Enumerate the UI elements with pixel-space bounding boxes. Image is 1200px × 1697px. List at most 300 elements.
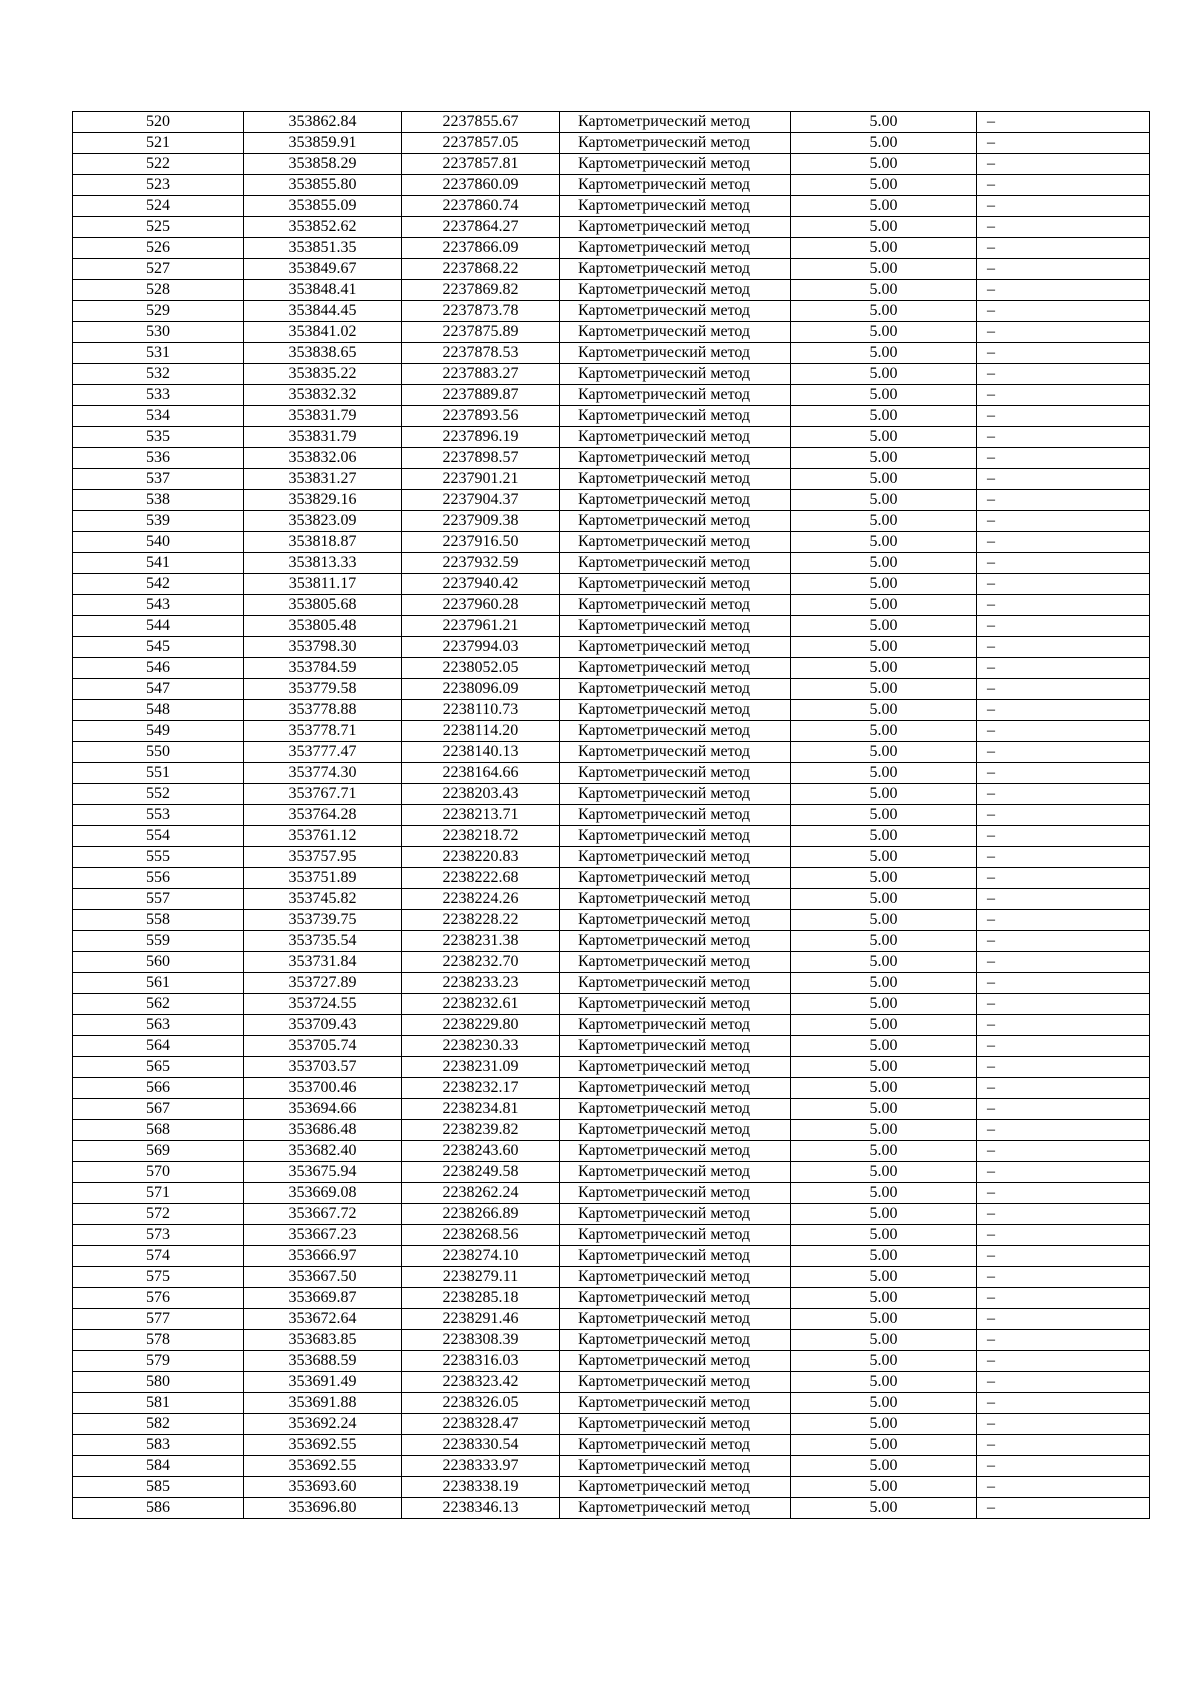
x-coordinate-cell: 353667.23: [244, 1225, 402, 1246]
accuracy-cell: 5.00: [791, 658, 977, 679]
description-cell: –: [977, 805, 1150, 826]
table-row: [73, 1246, 1150, 1267]
table-row: [73, 1414, 1150, 1435]
x-coordinate-cell: 353724.55: [244, 994, 402, 1015]
method-cell: Картометрический метод: [560, 364, 791, 385]
x-coordinate-cell: 353855.09: [244, 196, 402, 217]
point-number-cell: 563: [73, 1015, 244, 1036]
description-cell: –: [977, 1183, 1150, 1204]
table-row: [73, 1393, 1150, 1414]
x-coordinate-cell: 353852.62: [244, 217, 402, 238]
point-number-cell: 543: [73, 595, 244, 616]
point-number-cell: 530: [73, 322, 244, 343]
x-coordinate-cell: 353764.28: [244, 805, 402, 826]
accuracy-cell: 5.00: [791, 1456, 977, 1477]
method-cell: Картометрический метод: [560, 616, 791, 637]
y-coordinate-cell: 2238333.97: [402, 1456, 560, 1477]
table-row: [73, 763, 1150, 784]
point-number-cell: 520: [73, 112, 244, 133]
method-cell: Картометрический метод: [560, 1162, 791, 1183]
table-row: [73, 931, 1150, 952]
point-number-cell: 522: [73, 154, 244, 175]
y-coordinate-cell: 2238328.47: [402, 1414, 560, 1435]
method-cell: Картометрический метод: [560, 910, 791, 931]
table-row: [73, 910, 1150, 931]
y-coordinate-cell: 2237940.42: [402, 574, 560, 595]
y-coordinate-cell: 2237860.74: [402, 196, 560, 217]
point-number-cell: 555: [73, 847, 244, 868]
y-coordinate-cell: 2237898.57: [402, 448, 560, 469]
accuracy-cell: 5.00: [791, 259, 977, 280]
method-cell: Картометрический метод: [560, 154, 791, 175]
point-number-cell: 540: [73, 532, 244, 553]
y-coordinate-cell: 2237916.50: [402, 532, 560, 553]
point-number-cell: 583: [73, 1435, 244, 1456]
method-cell: Картометрический метод: [560, 1267, 791, 1288]
accuracy-cell: 5.00: [791, 1414, 977, 1435]
method-cell: Картометрический метод: [560, 280, 791, 301]
method-cell: Картометрический метод: [560, 574, 791, 595]
x-coordinate-cell: 353691.88: [244, 1393, 402, 1414]
accuracy-cell: 5.00: [791, 154, 977, 175]
accuracy-cell: 5.00: [791, 343, 977, 364]
accuracy-cell: 5.00: [791, 1330, 977, 1351]
x-coordinate-cell: 353692.24: [244, 1414, 402, 1435]
table-row: [73, 1456, 1150, 1477]
description-cell: –: [977, 490, 1150, 511]
method-cell: Картометрический метод: [560, 406, 791, 427]
description-cell: –: [977, 973, 1150, 994]
point-number-cell: 547: [73, 679, 244, 700]
y-coordinate-cell: 2238231.38: [402, 931, 560, 952]
table-row: [73, 322, 1150, 343]
method-cell: Картометрический метод: [560, 1246, 791, 1267]
accuracy-cell: 5.00: [791, 994, 977, 1015]
y-coordinate-cell: 2238330.54: [402, 1435, 560, 1456]
accuracy-cell: 5.00: [791, 1183, 977, 1204]
table-row: [73, 574, 1150, 595]
y-coordinate-cell: 2238220.83: [402, 847, 560, 868]
description-cell: –: [977, 1414, 1150, 1435]
method-cell: Картометрический метод: [560, 952, 791, 973]
x-coordinate-cell: 353831.79: [244, 427, 402, 448]
method-cell: Картометрический метод: [560, 112, 791, 133]
y-coordinate-cell: 2238346.13: [402, 1498, 560, 1519]
table-row: [73, 238, 1150, 259]
table-row: [73, 1204, 1150, 1225]
x-coordinate-cell: 353831.79: [244, 406, 402, 427]
method-cell: Картометрический метод: [560, 595, 791, 616]
y-coordinate-cell: 2238140.13: [402, 742, 560, 763]
method-cell: Картометрический метод: [560, 826, 791, 847]
point-number-cell: 565: [73, 1057, 244, 1078]
description-cell: –: [977, 1435, 1150, 1456]
y-coordinate-cell: 2237868.22: [402, 259, 560, 280]
table-row: [73, 1477, 1150, 1498]
description-cell: –: [977, 1015, 1150, 1036]
point-number-cell: 574: [73, 1246, 244, 1267]
y-coordinate-cell: 2237866.09: [402, 238, 560, 259]
point-number-cell: 578: [73, 1330, 244, 1351]
x-coordinate-cell: 353731.84: [244, 952, 402, 973]
description-cell: –: [977, 217, 1150, 238]
method-cell: Картометрический метод: [560, 1498, 791, 1519]
accuracy-cell: 5.00: [791, 805, 977, 826]
x-coordinate-cell: 353735.54: [244, 931, 402, 952]
y-coordinate-cell: 2237896.19: [402, 427, 560, 448]
x-coordinate-cell: 353692.55: [244, 1435, 402, 1456]
method-cell: Картометрический метод: [560, 238, 791, 259]
accuracy-cell: 5.00: [791, 952, 977, 973]
table-row: [73, 1330, 1150, 1351]
table-row: [73, 511, 1150, 532]
method-cell: Картометрический метод: [560, 1015, 791, 1036]
accuracy-cell: 5.00: [791, 1435, 977, 1456]
accuracy-cell: 5.00: [791, 427, 977, 448]
description-cell: –: [977, 427, 1150, 448]
point-number-cell: 549: [73, 721, 244, 742]
table-row: [73, 448, 1150, 469]
point-number-cell: 554: [73, 826, 244, 847]
x-coordinate-cell: 353688.59: [244, 1351, 402, 1372]
accuracy-cell: 5.00: [791, 1309, 977, 1330]
table-row: [73, 826, 1150, 847]
point-number-cell: 544: [73, 616, 244, 637]
description-cell: –: [977, 763, 1150, 784]
method-cell: Картометрический метод: [560, 217, 791, 238]
x-coordinate-cell: 353798.30: [244, 637, 402, 658]
point-number-cell: 539: [73, 511, 244, 532]
x-coordinate-cell: 353693.60: [244, 1477, 402, 1498]
y-coordinate-cell: 2237960.28: [402, 595, 560, 616]
table-row: [73, 364, 1150, 385]
method-cell: Картометрический метод: [560, 385, 791, 406]
description-cell: –: [977, 616, 1150, 637]
y-coordinate-cell: 2238232.70: [402, 952, 560, 973]
y-coordinate-cell: 2238316.03: [402, 1351, 560, 1372]
accuracy-cell: 5.00: [791, 1288, 977, 1309]
x-coordinate-cell: 353778.88: [244, 700, 402, 721]
y-coordinate-cell: 2238203.43: [402, 784, 560, 805]
x-coordinate-cell: 353859.91: [244, 133, 402, 154]
point-number-cell: 561: [73, 973, 244, 994]
y-coordinate-cell: 2238323.42: [402, 1372, 560, 1393]
point-number-cell: 529: [73, 301, 244, 322]
method-cell: Картометрический метод: [560, 1120, 791, 1141]
method-cell: Картометрический метод: [560, 1414, 791, 1435]
table-row: [73, 1351, 1150, 1372]
description-cell: –: [977, 469, 1150, 490]
y-coordinate-cell: 2238096.09: [402, 679, 560, 700]
method-cell: Картометрический метод: [560, 490, 791, 511]
y-coordinate-cell: 2238229.80: [402, 1015, 560, 1036]
accuracy-cell: 5.00: [791, 1036, 977, 1057]
table-row: [73, 805, 1150, 826]
x-coordinate-cell: 353805.48: [244, 616, 402, 637]
y-coordinate-cell: 2237857.05: [402, 133, 560, 154]
method-cell: Картометрический метод: [560, 1204, 791, 1225]
description-cell: –: [977, 910, 1150, 931]
description-cell: –: [977, 406, 1150, 427]
accuracy-cell: 5.00: [791, 910, 977, 931]
y-coordinate-cell: 2238243.60: [402, 1141, 560, 1162]
method-cell: Картометрический метод: [560, 1078, 791, 1099]
table-row: [73, 196, 1150, 217]
y-coordinate-cell: 2238266.89: [402, 1204, 560, 1225]
point-number-cell: 551: [73, 763, 244, 784]
point-number-cell: 558: [73, 910, 244, 931]
method-cell: Картометрический метод: [560, 553, 791, 574]
accuracy-cell: 5.00: [791, 889, 977, 910]
accuracy-cell: 5.00: [791, 1267, 977, 1288]
accuracy-cell: 5.00: [791, 868, 977, 889]
accuracy-cell: 5.00: [791, 553, 977, 574]
y-coordinate-cell: 2237901.21: [402, 469, 560, 490]
method-cell: Картометрический метод: [560, 742, 791, 763]
table-row: [73, 1099, 1150, 1120]
point-number-cell: 566: [73, 1078, 244, 1099]
method-cell: Картометрический метод: [560, 1099, 791, 1120]
x-coordinate-cell: 353669.08: [244, 1183, 402, 1204]
table-row: [73, 490, 1150, 511]
point-number-cell: 536: [73, 448, 244, 469]
table-row: [73, 175, 1150, 196]
accuracy-cell: 5.00: [791, 784, 977, 805]
description-cell: –: [977, 1099, 1150, 1120]
description-cell: –: [977, 1288, 1150, 1309]
method-cell: Картометрический метод: [560, 931, 791, 952]
point-number-cell: 526: [73, 238, 244, 259]
accuracy-cell: 5.00: [791, 1099, 977, 1120]
y-coordinate-cell: 2238291.46: [402, 1309, 560, 1330]
method-cell: Картометрический метод: [560, 1036, 791, 1057]
method-cell: Картометрический метод: [560, 1372, 791, 1393]
x-coordinate-cell: 353784.59: [244, 658, 402, 679]
y-coordinate-cell: 2237864.27: [402, 217, 560, 238]
description-cell: –: [977, 532, 1150, 553]
description-cell: –: [977, 742, 1150, 763]
accuracy-cell: 5.00: [791, 763, 977, 784]
point-number-cell: 568: [73, 1120, 244, 1141]
method-cell: Картометрический метод: [560, 448, 791, 469]
x-coordinate-cell: 353849.67: [244, 259, 402, 280]
method-cell: Картометрический метод: [560, 322, 791, 343]
method-cell: Картометрический метод: [560, 175, 791, 196]
table-row: [73, 742, 1150, 763]
x-coordinate-cell: 353709.43: [244, 1015, 402, 1036]
x-coordinate-cell: 353669.87: [244, 1288, 402, 1309]
x-coordinate-cell: 353692.55: [244, 1456, 402, 1477]
y-coordinate-cell: 2238232.61: [402, 994, 560, 1015]
description-cell: –: [977, 1330, 1150, 1351]
accuracy-cell: 5.00: [791, 1078, 977, 1099]
y-coordinate-cell: 2237932.59: [402, 553, 560, 574]
accuracy-cell: 5.00: [791, 469, 977, 490]
table-row: [73, 1141, 1150, 1162]
table-row: [73, 343, 1150, 364]
description-cell: –: [977, 784, 1150, 805]
method-cell: Картометрический метод: [560, 1435, 791, 1456]
y-coordinate-cell: 2238274.10: [402, 1246, 560, 1267]
accuracy-cell: 5.00: [791, 847, 977, 868]
accuracy-cell: 5.00: [791, 931, 977, 952]
point-number-cell: 545: [73, 637, 244, 658]
x-coordinate-cell: 353831.27: [244, 469, 402, 490]
table-row: [73, 658, 1150, 679]
x-coordinate-cell: 353686.48: [244, 1120, 402, 1141]
description-cell: –: [977, 847, 1150, 868]
accuracy-cell: 5.00: [791, 406, 977, 427]
x-coordinate-cell: 353705.74: [244, 1036, 402, 1057]
point-number-cell: 581: [73, 1393, 244, 1414]
x-coordinate-cell: 353761.12: [244, 826, 402, 847]
accuracy-cell: 5.00: [791, 1120, 977, 1141]
y-coordinate-cell: 2237869.82: [402, 280, 560, 301]
description-cell: –: [977, 721, 1150, 742]
description-cell: –: [977, 826, 1150, 847]
x-coordinate-cell: 353767.71: [244, 784, 402, 805]
point-number-cell: 564: [73, 1036, 244, 1057]
point-number-cell: 552: [73, 784, 244, 805]
method-cell: Картометрический метод: [560, 637, 791, 658]
y-coordinate-cell: 2237893.56: [402, 406, 560, 427]
y-coordinate-cell: 2238230.33: [402, 1036, 560, 1057]
table-row: [73, 1372, 1150, 1393]
table-row: [73, 133, 1150, 154]
table-row: [73, 1225, 1150, 1246]
accuracy-cell: 5.00: [791, 1351, 977, 1372]
table-row: [73, 532, 1150, 553]
x-coordinate-cell: 353829.16: [244, 490, 402, 511]
y-coordinate-cell: 2238279.11: [402, 1267, 560, 1288]
table-row: [73, 259, 1150, 280]
accuracy-cell: 5.00: [791, 1246, 977, 1267]
x-coordinate-cell: 353823.09: [244, 511, 402, 532]
x-coordinate-cell: 353778.71: [244, 721, 402, 742]
description-cell: –: [977, 679, 1150, 700]
method-cell: Картометрический метод: [560, 805, 791, 826]
y-coordinate-cell: 2237860.09: [402, 175, 560, 196]
x-coordinate-cell: 353855.80: [244, 175, 402, 196]
point-number-cell: 546: [73, 658, 244, 679]
description-cell: –: [977, 1267, 1150, 1288]
table-row: [73, 112, 1150, 133]
accuracy-cell: 5.00: [791, 1477, 977, 1498]
accuracy-cell: 5.00: [791, 1204, 977, 1225]
accuracy-cell: 5.00: [791, 112, 977, 133]
x-coordinate-cell: 353703.57: [244, 1057, 402, 1078]
table-row: [73, 301, 1150, 322]
y-coordinate-cell: 2238326.05: [402, 1393, 560, 1414]
y-coordinate-cell: 2238228.22: [402, 910, 560, 931]
point-number-cell: 560: [73, 952, 244, 973]
description-cell: –: [977, 154, 1150, 175]
x-coordinate-cell: 353777.47: [244, 742, 402, 763]
x-coordinate-cell: 353757.95: [244, 847, 402, 868]
x-coordinate-cell: 353832.32: [244, 385, 402, 406]
point-number-cell: 575: [73, 1267, 244, 1288]
point-number-cell: 528: [73, 280, 244, 301]
description-cell: –: [977, 1036, 1150, 1057]
method-cell: Картометрический метод: [560, 1141, 791, 1162]
accuracy-cell: 5.00: [791, 700, 977, 721]
method-cell: Картометрический метод: [560, 721, 791, 742]
table-row: [73, 427, 1150, 448]
accuracy-cell: 5.00: [791, 133, 977, 154]
point-number-cell: 531: [73, 343, 244, 364]
accuracy-cell: 5.00: [791, 196, 977, 217]
table-row: [73, 1162, 1150, 1183]
description-cell: –: [977, 1246, 1150, 1267]
point-number-cell: 570: [73, 1162, 244, 1183]
table-row: [73, 1267, 1150, 1288]
method-cell: Картометрический метод: [560, 1225, 791, 1246]
y-coordinate-cell: 2238338.19: [402, 1477, 560, 1498]
coordinates-table: [72, 111, 1150, 1519]
table-row: [73, 1078, 1150, 1099]
x-coordinate-cell: 353844.45: [244, 301, 402, 322]
y-coordinate-cell: 2238110.73: [402, 700, 560, 721]
method-cell: Картометрический метод: [560, 469, 791, 490]
x-coordinate-cell: 353667.72: [244, 1204, 402, 1225]
table-row: [73, 553, 1150, 574]
description-cell: –: [977, 280, 1150, 301]
table-row: [73, 385, 1150, 406]
point-number-cell: 550: [73, 742, 244, 763]
point-number-cell: 576: [73, 1288, 244, 1309]
table-row: [73, 784, 1150, 805]
table-row: [73, 406, 1150, 427]
description-cell: –: [977, 637, 1150, 658]
method-cell: Картометрический метод: [560, 1393, 791, 1414]
x-coordinate-cell: 353862.84: [244, 112, 402, 133]
accuracy-cell: 5.00: [791, 721, 977, 742]
y-coordinate-cell: 2237883.27: [402, 364, 560, 385]
description-cell: –: [977, 1204, 1150, 1225]
table-row: [73, 1309, 1150, 1330]
accuracy-cell: 5.00: [791, 1015, 977, 1036]
method-cell: Картометрический метод: [560, 1183, 791, 1204]
description-cell: –: [977, 1141, 1150, 1162]
method-cell: Картометрический метод: [560, 133, 791, 154]
y-coordinate-cell: 2237857.81: [402, 154, 560, 175]
description-cell: –: [977, 343, 1150, 364]
point-number-cell: 525: [73, 217, 244, 238]
x-coordinate-cell: 353683.85: [244, 1330, 402, 1351]
description-cell: –: [977, 364, 1150, 385]
method-cell: Картометрический метод: [560, 1309, 791, 1330]
accuracy-cell: 5.00: [791, 1141, 977, 1162]
method-cell: Картометрический метод: [560, 343, 791, 364]
x-coordinate-cell: 353835.22: [244, 364, 402, 385]
accuracy-cell: 5.00: [791, 175, 977, 196]
table-row: [73, 973, 1150, 994]
x-coordinate-cell: 353739.75: [244, 910, 402, 931]
method-cell: Картометрический метод: [560, 259, 791, 280]
method-cell: Картометрический метод: [560, 973, 791, 994]
x-coordinate-cell: 353672.64: [244, 1309, 402, 1330]
table-row: [73, 679, 1150, 700]
description-cell: –: [977, 1162, 1150, 1183]
x-coordinate-cell: 353841.02: [244, 322, 402, 343]
description-cell: –: [977, 259, 1150, 280]
point-number-cell: 586: [73, 1498, 244, 1519]
point-number-cell: 572: [73, 1204, 244, 1225]
x-coordinate-cell: 353751.89: [244, 868, 402, 889]
accuracy-cell: 5.00: [791, 742, 977, 763]
point-number-cell: 557: [73, 889, 244, 910]
x-coordinate-cell: 353848.41: [244, 280, 402, 301]
